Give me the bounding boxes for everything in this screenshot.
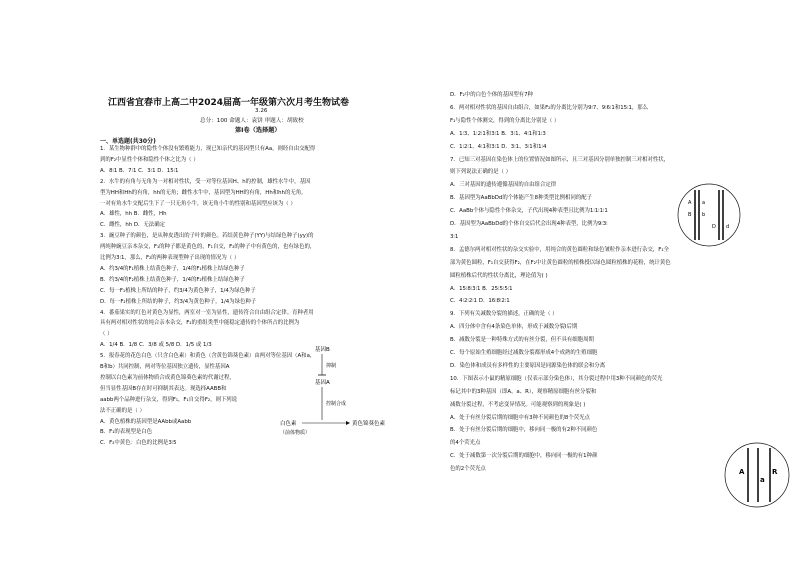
allele-label-b-lower: b bbox=[702, 212, 706, 218]
pathway-arrowhead bbox=[346, 421, 350, 425]
question-line: C．处于减数第一次分裂后期的细胞中，移向同一极的有1种颜 bbox=[450, 453, 598, 460]
question-line: D．基因型为AaBbDd的个体自交后代会出现4种表型，比例为9∶3∶ bbox=[450, 221, 608, 227]
gene-label-r: R bbox=[772, 468, 778, 476]
question-line: 色的2个荧光点 bbox=[450, 466, 486, 473]
question-line: 一对有角水牛交配后生下了一只无角小牛，该无角小牛的性别和基因型应该为（ ） bbox=[100, 200, 296, 207]
control-label: 控制合成 bbox=[326, 401, 347, 407]
question-line: D．F₂中的白色个体的基因型有7种 bbox=[450, 92, 533, 98]
question-line: A．1∶3、1∶2∶1和3∶1 B．3∶1、4∶1和1∶3 bbox=[450, 130, 546, 137]
question-line: B．F₁的表现型是白色 bbox=[100, 429, 153, 436]
precursor-label: （前体物质） bbox=[280, 430, 311, 436]
yellow-pigment-label: 黄色锦葵色素 bbox=[352, 421, 386, 427]
question-line: 圆粒植株后代的性状分离比，理论值为( ) bbox=[450, 272, 548, 279]
gene-b-label: 基因B bbox=[315, 347, 330, 353]
question-line: 但当显性基因B存在时可抑制其表达。现选择AABB和 bbox=[100, 385, 227, 392]
question-line: 4．番茄果实的红色对黄色为显性，两室对一室为显性，遗传符合自由组合定律。育种者用 bbox=[100, 309, 314, 316]
allele-label-d-lower: d bbox=[726, 224, 730, 230]
question-line: 具有两对相对性状的纯合亲本杂交，F₂的重组类型中能稳定遗传的个体所占的比例为 bbox=[100, 320, 300, 327]
chromosome-figure-q10 bbox=[722, 440, 792, 510]
question-line: 部为黄色圆粒，F₁自交获得F₂，在F₂中让黄色圆粒的植株授以绿色圆粒植株的花粉，统计黄色 bbox=[450, 259, 671, 266]
question-line: C．F₂中黄色：白色的比例是3∶5 bbox=[100, 440, 177, 447]
question-line: B．处于有丝分裂后期的细胞中，移向同一极的有2种不同颜色 bbox=[450, 427, 598, 434]
question-line: 减数分裂过程，不考虑变异情况。可能观察到的现象是( ) bbox=[450, 401, 586, 408]
question-line: A．黄色植株的基因型是AAbb或Aabb bbox=[100, 418, 192, 425]
question-line: C．每个原始生殖细胞经过减数分裂都形成4个成熟的生殖细胞 bbox=[450, 350, 598, 356]
pigment-pathway-diagram bbox=[280, 345, 430, 455]
question-line: 9．下列有关减数分裂的描述，正确的是（ ） bbox=[450, 311, 558, 318]
question-line: 标记其中的3种基因（即A、a、R），观察精原细胞有丝分裂和 bbox=[450, 388, 597, 395]
question-line: A．1/4 B．1/8 C．3/8 或 5/8 D．1/5 或 1/3 bbox=[100, 342, 212, 349]
allele-label-b-upper: B bbox=[688, 212, 692, 218]
question-line: C．1∶2∶1、4∶1和3∶1 D．3∶1、3∶1和1∶4 bbox=[450, 143, 547, 150]
question-line: B和b）共同控制，两对等位基因独立遗传，显性基因A bbox=[100, 364, 230, 370]
exam-date: 3.26 bbox=[255, 108, 268, 114]
question-line: 法不正确的是（ ） bbox=[100, 407, 145, 414]
question-line: 控制以白色素为前体物质合成黄色锦葵色素的代谢过程， bbox=[100, 374, 235, 381]
question-line: F₁与隐性个体测交，得到的分离比分别是（ ） bbox=[450, 117, 560, 124]
question-line: C．AaBb个体与隐性个体杂交，子代出现4种表型且比例为1∶1∶1∶1 bbox=[450, 208, 608, 215]
section-heading: 一、单选题(共30分) bbox=[100, 138, 156, 145]
question-line: A．四分体中含有4条染色单体，形成于减数分裂Ⅰ后期 bbox=[450, 324, 578, 331]
question-line: 3∶1 bbox=[450, 233, 459, 240]
question-line: A．15∶8∶3∶1 B．25∶5∶5∶1 bbox=[450, 285, 513, 292]
question-line: 则下列说法正确的是（ ） bbox=[450, 169, 512, 176]
question-line: aabb两个品种进行杂交，得到F₁，F₁自交得F₂，则下列说 bbox=[100, 396, 238, 403]
question-line: B．基因型为AaBbDd的个体能产生8种类型比例相同的配子 bbox=[450, 195, 593, 202]
question-line: A．处于有丝分裂后期的细胞中有3种不同颜色的8个荧光点 bbox=[450, 414, 590, 421]
question-line: C．4∶2∶2∶1 D．16∶8∶2∶1 bbox=[450, 298, 510, 305]
question-line: 7．已知三对基因在染色体上的位置情况如图所示，且三对基因分别单独控制三对相对性状， bbox=[450, 156, 670, 163]
question-line: 5．报春花的花色白色（只含白色素）和黄色（含黄色锦葵色素）由两对等位基因（A和a， bbox=[100, 353, 316, 360]
question-line: 型为HH和Hh的有角，hh的无角；雌性水牛中，基因型为HH的有角，Hh和hh的无角。 bbox=[100, 189, 307, 196]
cell-outline bbox=[725, 443, 789, 507]
part-heading: 第Ⅰ卷（选择题） bbox=[235, 127, 281, 134]
white-pigment-label: 白色素 bbox=[280, 421, 297, 427]
question-line: 两纯种豌豆亲本杂交，F₁的种子都是黄色的，F₁自交，F₂的种子中有黄色的，也有绿色的， bbox=[100, 244, 316, 251]
question-line: 8．孟德尔两对相对性状的杂交实验中，用纯合的黄色圆粒和绿色皱粒作亲本进行杂交，F₁全 bbox=[450, 246, 669, 253]
gene-label-a-lower: a bbox=[760, 476, 765, 484]
question-line: A．雄性，hh B．雌性，Hh bbox=[100, 211, 167, 218]
allele-label-a-upper: A bbox=[688, 200, 692, 206]
question-line: 10．下图表示小鼠的精原细胞（仅表示部分染色体），其分裂过程中用3种不同颜色的荧光 bbox=[450, 375, 663, 382]
question-line: 3．豌豆种子的颜色，是从种皮透出的子叶的颜色。若结黄色种子(YY)与结绿色种子(yy)的 bbox=[100, 233, 314, 240]
question-line: A．三对基因的遗传遵循基因的自由组合定律 bbox=[450, 182, 557, 189]
question-line: C．每一F₁植株上所结的种子，约3/4为黄色种子，1/4为绿色种子 bbox=[100, 287, 256, 294]
question-line: D．每一F₂植株上所结的种子，约3/4为黄色种子，1/4为绿色种子 bbox=[100, 298, 257, 305]
question-line: 1．某生物种群中的隐性个体没有繁殖能力，现已知亲代的基因型只有Aa，则经自由交配得 bbox=[100, 146, 316, 152]
exam-title: 江西省宜春市上高二中2024届高一年级第六次月考生物试卷 bbox=[108, 98, 350, 108]
question-line: A．8∶1 B．7∶1 C．3∶1 D．15∶1 bbox=[100, 167, 179, 174]
inhibit-label: 抑制 bbox=[326, 363, 337, 369]
question-line: A．约3/4的F₁植株上结黄色种子，1/4的F₁植株上结绿色种子 bbox=[100, 265, 245, 272]
question-line: 到的F₂中显性个体和隐性个体之比为（ ） bbox=[100, 156, 199, 163]
allele-label-a-lower: a bbox=[702, 200, 706, 206]
gene-label-a-upper: A bbox=[739, 468, 745, 476]
question-line: 2．水牛的有角与无角为一对相对性状，受一对等位基因H、h的控制，雄性水牛中，基因 bbox=[100, 178, 311, 185]
allele-label-d-upper: D bbox=[712, 224, 716, 230]
question-line: 比例为3∶1，那么，F₂的两种表现型种子出现的情况为（ ） bbox=[100, 255, 240, 261]
question-line: B．减数分裂是一种特殊方式的有丝分裂，但不具有细胞周期 bbox=[450, 337, 594, 344]
question-line: D．染色体和成员有多样性的主要原因是同源染色体的联会和分离 bbox=[450, 362, 606, 369]
gene-a-label: 基因A bbox=[315, 380, 330, 386]
question-line: C．雌性，hh D．无法确定 bbox=[100, 222, 165, 229]
question-line: B．约3/4的F₂植株上结黄色种子，1/4的F₂植株上结绿色种子 bbox=[100, 276, 245, 283]
exam-info: 总分：100 命题人：袁饼 审题人：胡致校 bbox=[200, 118, 304, 124]
question-line: （ ） bbox=[100, 331, 113, 338]
question-line: 6．两对相对性状的基因自由组合，如果F₂的分离比分别为9∶7、9∶6∶1和15∶1，那么 bbox=[450, 104, 649, 111]
chromosome-figure-q7 bbox=[675, 182, 743, 248]
question-line: 的4个荧光点 bbox=[450, 440, 481, 447]
